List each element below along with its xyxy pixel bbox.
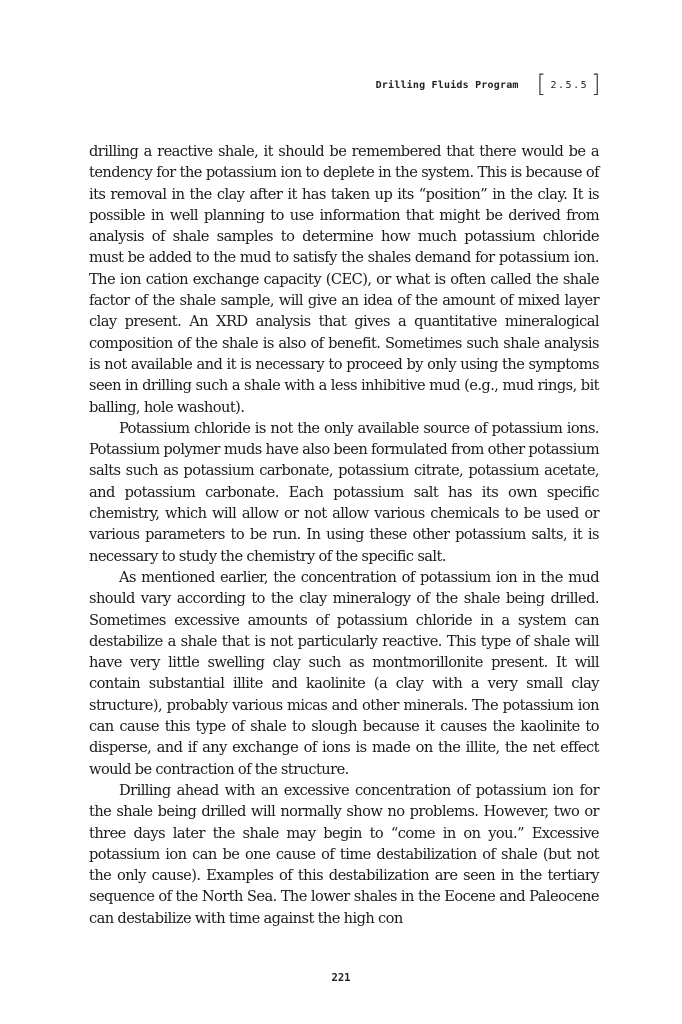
body-text: [89, 141, 599, 929]
paragraph-potassium-sources: Potassium chloride is not the only available source of potassium ions. Potassium polymer muds have also been formulated from other potassium salts such as potassium carbonate, potassium citrate, potassium acetate, and potassium carbonate. Each potassium salt has its own specific chemistry, which will allow or not allow various chemicals to be used or various parameters to be run. In using these other potassium salts, it is necessary to study the chemistry of the specific salt.: [89, 419, 599, 565]
bracket-close: ]: [591, 69, 602, 98]
section-number: 2.5.5: [550, 79, 589, 91]
running-head: [375, 69, 602, 98]
section-marker: [536, 69, 602, 98]
running-title: Drilling Fluids Program: [375, 79, 519, 91]
paragraph-continued: drilling a reactive shale, it should be remembered that there would be a tendency for the potassium ion to deplete in the system. This is because of its removal in the clay after it has taken up its “position” in the clay. It is possible in well planning to use information that might be derived from analysis of shale samples to determine how much potassium chloride must be added to the mud to satisfy the shales demand for potassium ion. The ion cation exchange capacity (CEC), or what is often called the shale factor of the shale sample, will give an idea of the amount of mixed layer clay present. An XRD analysis that gives a quantitative mineralogical composition of the shale is also of benefit. Sometimes such shale analysis is not available and it is necessary to proceed by only using the symptoms seen in drilling such a shale with a less inhibitive mud (e.g., mud rings, bit balling, hole washout).: [89, 143, 599, 416]
paragraph-concentration: As mentioned earlier, the concentration of potassium ion in the mud should vary according to the clay mineralogy of the shale being drilled. Sometimes excessive amounts of potassium chloride in a system can destabilize a shale that is not particularly reactive. This type of shale will have very little swelling clay such as montmorillonite present. It will contain substantial illite and kaolinite (a clay with a very small clay structure), probably various micas and other minerals. The potassium ion can cause this type of shale to slough because it causes the kaolinite to disperse, and if any exchange of ions is made on the illite, the net effect would be contraction of the structure.: [89, 568, 599, 778]
page-number: 221: [331, 972, 351, 984]
paragraph-drilling-ahead: Drilling ahead with an excessive concentration of potassium ion for the shale being drilled will normally show no problems. However, two or three days later the shale may begin to “come in on you.” Excessive potassium ion can be one cause of time destabilization of shale (but not the only cause). Examples of this destabilization are seen in the tertiary sequence of the North Sea. The lower shales in the Eocene and Paleocene can destabilize with time against the high con: [89, 781, 599, 927]
bracket-open: [: [536, 69, 548, 98]
